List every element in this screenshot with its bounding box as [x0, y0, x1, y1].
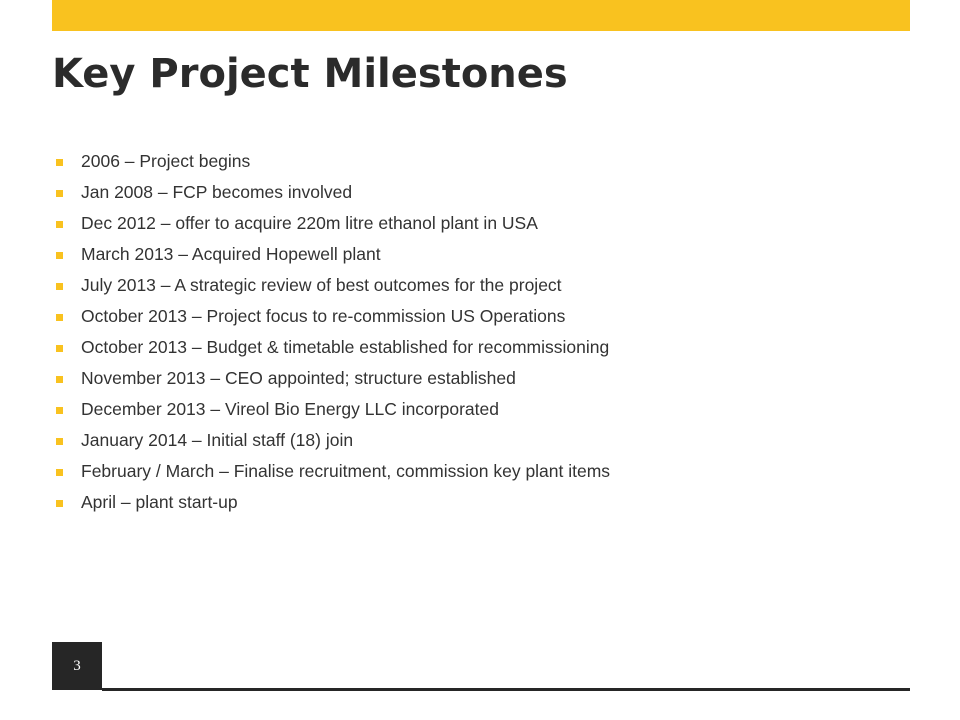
page-number-box: [52, 642, 102, 690]
square-bullet-icon: [56, 283, 63, 290]
milestone-item: [56, 239, 610, 270]
square-bullet-icon: [56, 252, 63, 259]
milestone-item: [56, 456, 610, 487]
milestone-text: Dec 2012 – offer to acquire 220m litre ethanol plant in USA: [81, 213, 538, 233]
square-bullet-icon: [56, 500, 63, 507]
milestone-item: [56, 270, 610, 301]
bottom-divider: [102, 688, 910, 691]
milestone-item: [56, 363, 610, 394]
milestone-item: [56, 332, 610, 363]
milestone-text: November 2013 – CEO appointed; structure established: [81, 368, 516, 388]
milestone-item: [56, 425, 610, 456]
milestone-item: [56, 394, 610, 425]
square-bullet-icon: [56, 345, 63, 352]
milestone-text: Jan 2008 – FCP becomes involved: [81, 182, 353, 202]
milestone-text: December 2013 – Vireol Bio Energy LLC incorporated: [81, 399, 499, 419]
milestone-text: October 2013 – Budget & timetable established for recommissioning: [81, 337, 610, 357]
milestone-text: 2006 – Project begins: [81, 151, 251, 171]
page-number: 3: [73, 658, 81, 674]
milestone-item: [56, 208, 610, 239]
milestone-list: [56, 146, 610, 518]
milestone-text: April – plant start-up: [81, 492, 238, 512]
square-bullet-icon: [56, 190, 63, 197]
square-bullet-icon: [56, 376, 63, 383]
square-bullet-icon: [56, 314, 63, 321]
square-bullet-icon: [56, 221, 63, 228]
top-accent-bar: [52, 0, 910, 31]
square-bullet-icon: [56, 407, 63, 414]
square-bullet-icon: [56, 469, 63, 476]
milestone-text: March 2013 – Acquired Hopewell plant: [81, 244, 381, 264]
milestone-text: July 2013 – A strategic review of best outcomes for the project: [81, 275, 562, 295]
milestone-text: January 2014 – Initial staff (18) join: [81, 430, 354, 450]
milestone-item: [56, 301, 610, 332]
milestone-text: October 2013 – Project focus to re-commission US Operations: [81, 306, 566, 326]
slide-title: Key Project Milestones: [52, 51, 568, 97]
milestone-item: [56, 487, 610, 518]
milestone-item: [56, 146, 610, 177]
square-bullet-icon: [56, 438, 63, 445]
milestone-text: February / March – Finalise recruitment, commission key plant items: [81, 461, 611, 481]
square-bullet-icon: [56, 159, 63, 166]
milestone-item: [56, 177, 610, 208]
